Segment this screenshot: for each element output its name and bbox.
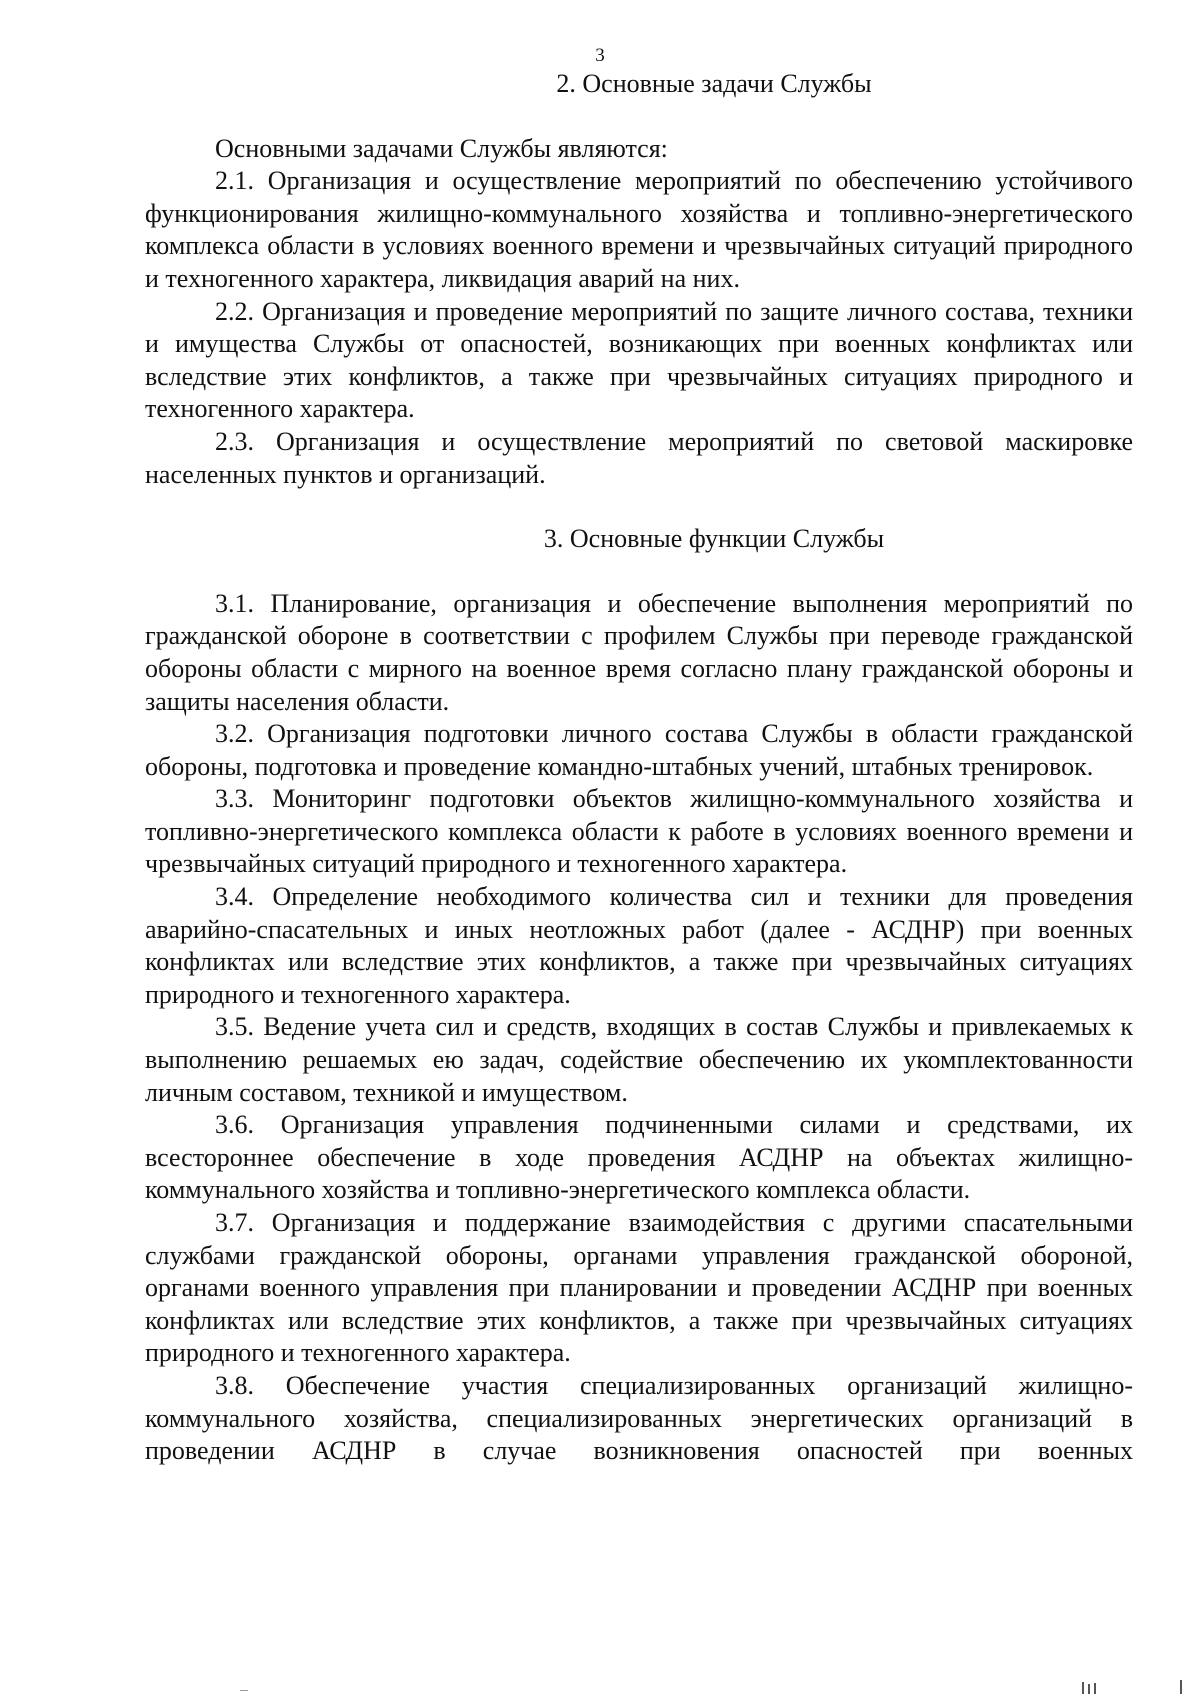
paragraph-2-2: 2.2. Организация и проведение мероприятий по защите личного состава, техники и имущества Службы от опасностей, возникающих при военных конфликтах или вследствие этих конфликтов, а также при чрезвычайных ситуациях природного и техногенного характера.	[145, 296, 1133, 424]
scan-artifact	[1094, 1683, 1096, 1694]
section-3-heading: 3. Основные функции Службы	[543, 524, 885, 554]
page-number: 3	[595, 45, 605, 66]
paragraph-3-3: 3.3. Мониторинг подготовки объектов жилищно-коммунального хозяйства и топливно-энергетического комплекса области к работе в условиях военного времени и чрезвычайных ситуаций природного и техногенного характера.	[145, 784, 1133, 879]
document-body	[145, 68, 1133, 1468]
scan-artifact	[1088, 1684, 1090, 1694]
paragraph-2-1: 2.1. Организация и осуществление мероприятий по обеспечению устойчивого функционирования жилищно-коммунального хозяйства и топливно-энергетического комплекса области в условиях военного времени и чрезвычайных ситуаций природного и техногенного характера, ликвидация аварий на них.	[145, 166, 1133, 293]
section-2-heading: 2. Основные задачи Службы	[556, 69, 872, 98]
paragraph-3-4: 3.4. Определение необходимого количества сил и техники для проведения аварийно-спасательных и иных неотложных работ (далее - АСДНР) при военных конфликтах или вследствие этих конфликтов, а также при чрезвычайных ситуациях природного и техногенного характера.	[145, 882, 1133, 1009]
paragraph-3-5: 3.5. Ведение учета сил и средств, входящих в состав Службы и привлекаемых к выполнению решаемых ею задач, содействие обеспечению их укомплектованности личным составом, техникой и имуществом.	[145, 1012, 1133, 1107]
paragraph-3-2: 3.2. Организация подготовки личного состава Службы в области гражданской обороны, подготовка и проведение командно-штабных учений, штабных тренировок.	[145, 719, 1133, 781]
paragraph-2-3: 2.3. Организация и осуществление мероприятий по световой маскировке населенных пунктов и организаций.	[145, 426, 1133, 489]
paragraph-3-1: 3.1. Планирование, организация и обеспечение выполнения мероприятий по гражданской обороне в соответствии с профилем Службы при переводе гражданской обороны области с мирного на военное время согласно плану гражданской обороны и защиты населения области.	[145, 588, 1133, 716]
paragraph-3-6: 3.6. Организация управления подчиненными силами и средствами, их всестороннее обеспечение в ходе проведения АСДНР на объектах жилищно-коммунального хозяйства и топливно-энергетического комплекса области.	[145, 1110, 1133, 1205]
paragraph-3-8: 3.8. Обеспечение участия специализированных организаций жилищно-коммунального хозяйства, специализированных энергетических организаций в проведении АСДНР в случае возникновения опасностей при военных	[145, 1370, 1133, 1466]
scan-artifact	[1180, 1680, 1182, 1694]
section-2-intro: Основными задачами Службы являются:	[215, 133, 668, 163]
scan-artifact	[240, 1690, 248, 1691]
paragraph-3-7: 3.7. Организация и поддержание взаимодействия с другими спасательными службами гражданской обороны, органами управления гражданской обороной, органами военного управления при планировании и проведении АСДНР при военных конфликтах или вследствие этих конфликтов, а также при чрезвычайных ситуациях природного и техногенного характера.	[145, 1208, 1133, 1368]
scan-artifact	[1082, 1682, 1084, 1694]
